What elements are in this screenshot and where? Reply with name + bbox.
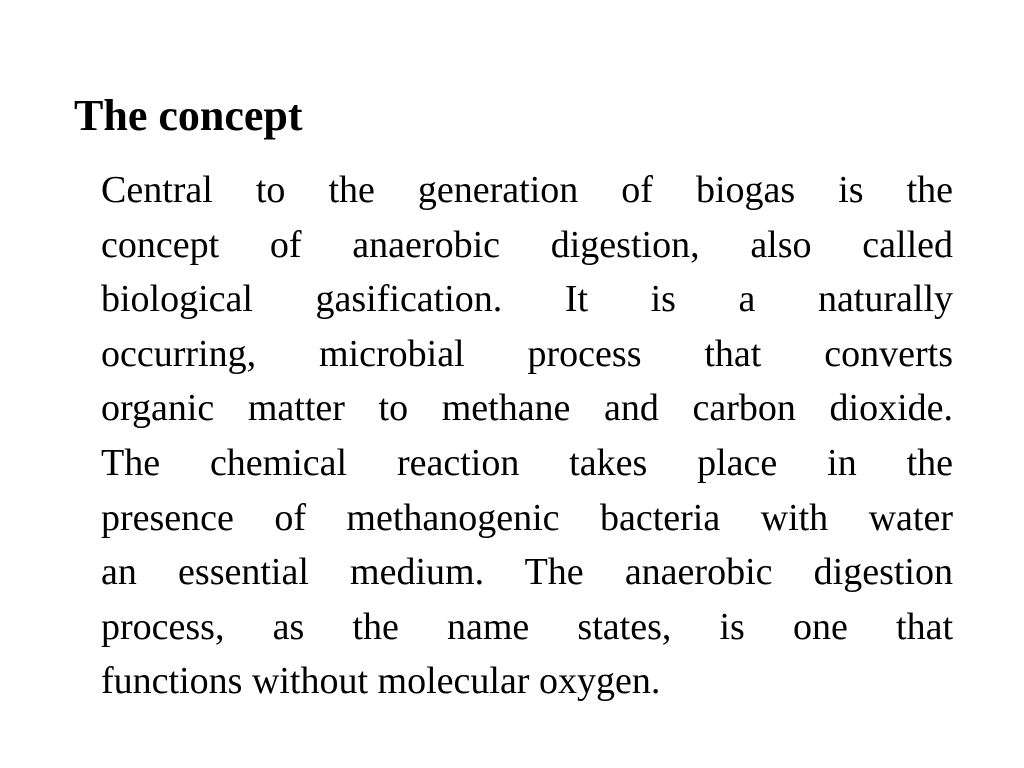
body-line: Central to the generation of biogas is the <box>101 169 953 211</box>
body-line: presence of methanogenic bacteria with water <box>101 496 953 539</box>
body-paragraph <box>101 163 953 709</box>
slide-title: The concept <box>74 91 303 140</box>
body-line: occurring, microbial process that converts <box>101 332 953 375</box>
body-line: concept of anaerobic digestion, also called <box>101 223 953 266</box>
body-line: organic matter to methane and carbon dioxide. <box>101 387 953 430</box>
body-line: The chemical reaction takes place in the <box>101 441 953 484</box>
body-line: process, as the name states, is one that <box>101 605 953 648</box>
body-line: functions without molecular oxygen. <box>101 660 661 703</box>
body-line: biological gasification. It is a naturally <box>101 278 953 321</box>
body-line: an essential medium. The anaerobic digestion <box>101 551 953 594</box>
